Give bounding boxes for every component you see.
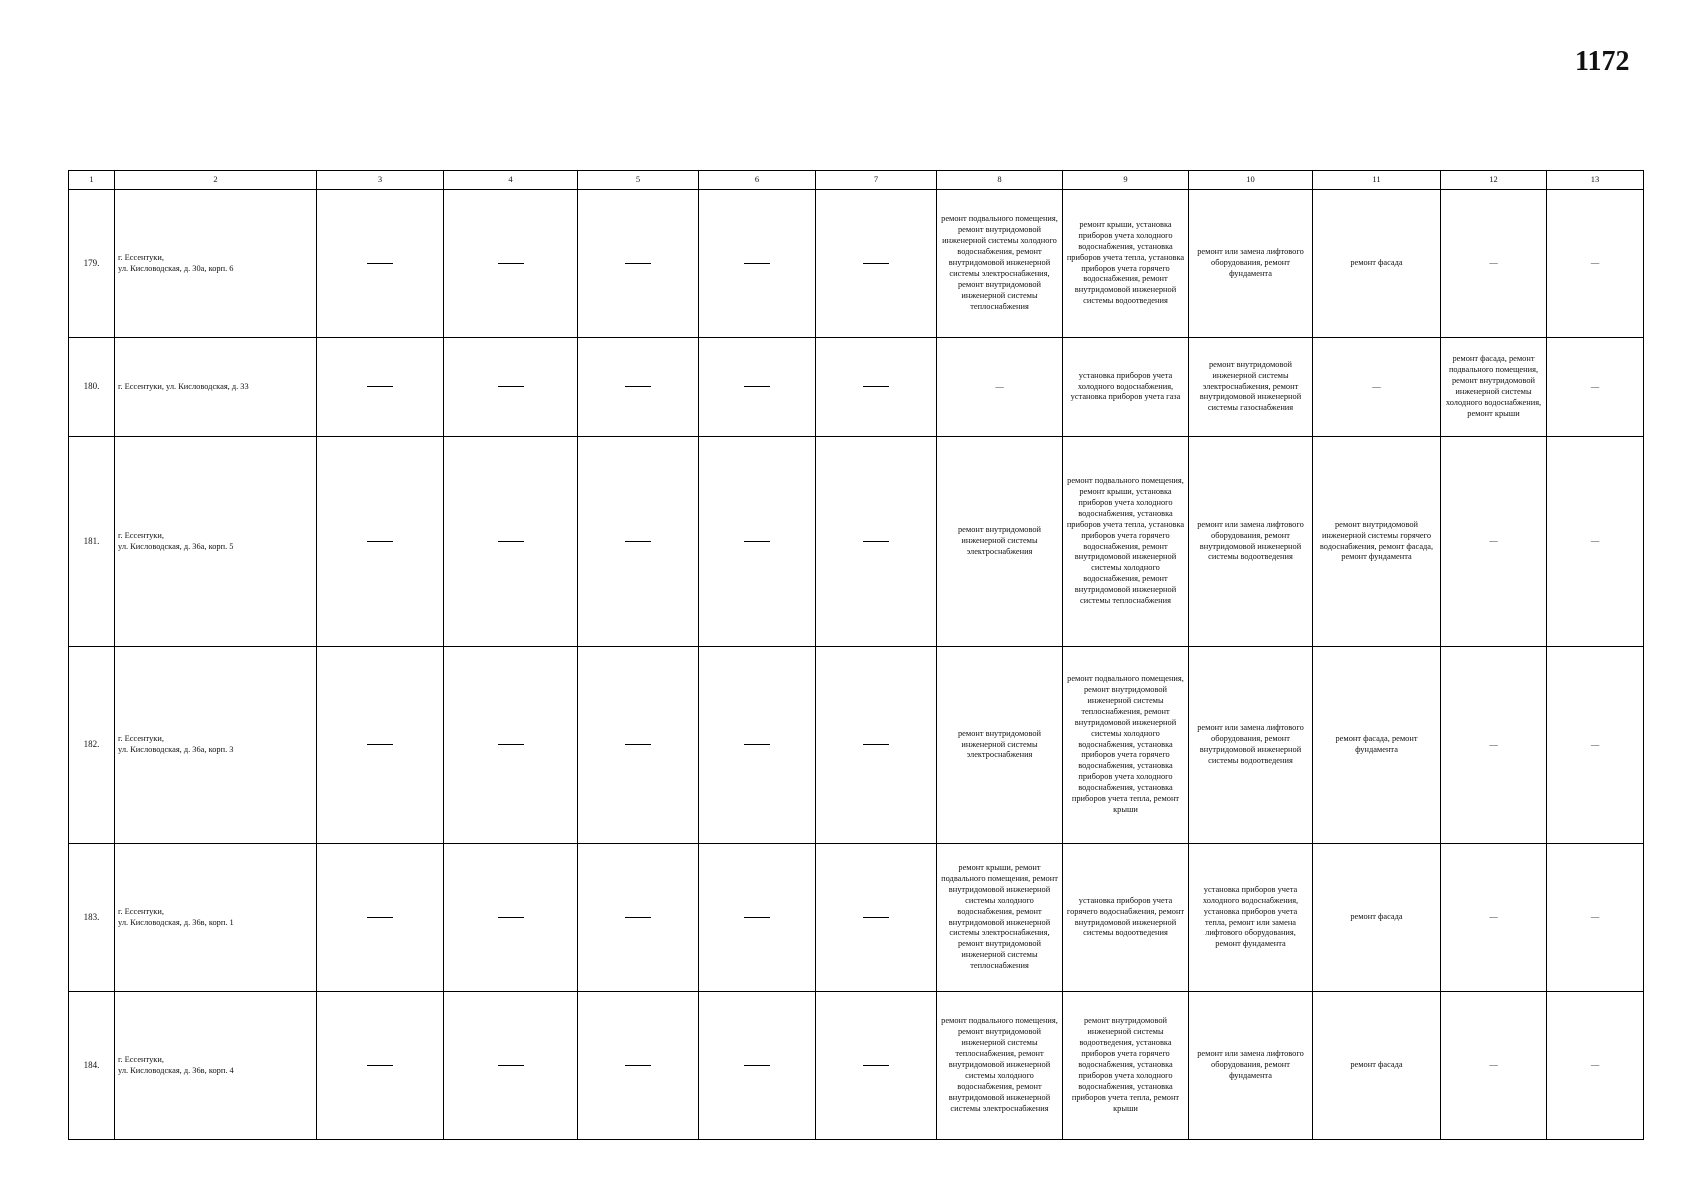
works-cell: ремонт фасада — [1313, 844, 1441, 992]
empty-cell — [699, 844, 816, 992]
table-row — [69, 647, 1644, 844]
column-header: 4 — [444, 171, 578, 190]
dash-mark — [744, 386, 770, 387]
works-cell: ремонт подвального помещения, ремонт внутридомовой инженерной системы теплоснабжения, ремонт внутридомовой инженерной системы холодного водоснабжения, ремонт внутридомовой инженерной системы электроснабжения — [937, 992, 1063, 1140]
empty-cell — [444, 190, 578, 338]
dash-mark — [863, 263, 889, 264]
empty-cell — [578, 844, 699, 992]
works-cell: ремонт внутридомовой инженерной системы электроснабжения — [937, 647, 1063, 844]
works-cell: — — [1547, 190, 1644, 338]
works-cell: — — [1547, 844, 1644, 992]
column-header: 12 — [1441, 171, 1547, 190]
works-cell: установка приборов учета холодного водоснабжения, установка приборов учета газа — [1063, 338, 1189, 437]
works-cell: — — [1547, 647, 1644, 844]
column-header: 13 — [1547, 171, 1644, 190]
column-header: 2 — [115, 171, 317, 190]
works-cell: ремонт подвального помещения, ремонт внутридомовой инженерной системы холодного водоснабжения, ремонт внутридомовой инженерной системы электроснабжения, ремонт внутридомовой инженерной системы теплоснабжения — [937, 190, 1063, 338]
address-cell — [115, 844, 317, 992]
empty-cell — [317, 992, 444, 1140]
dash-mark — [498, 541, 524, 542]
address-line: г. Ессентуки, — [118, 530, 164, 540]
page-number: 1172 — [1575, 46, 1630, 77]
column-header: 6 — [699, 171, 816, 190]
dash-mark — [367, 744, 393, 745]
empty-cell — [578, 992, 699, 1140]
dash-mark — [498, 1065, 524, 1066]
table-row — [69, 338, 1644, 437]
dash-mark — [744, 744, 770, 745]
works-cell: — — [1547, 437, 1644, 647]
address-line: ул. Кисловодская, д. 36а, корп. 3 — [118, 745, 234, 754]
address-line: ул. Кисловодская, д. 36а, корп. 5 — [118, 541, 234, 551]
dash-mark — [625, 744, 651, 745]
dash-mark — [625, 917, 651, 918]
dash-mark — [744, 917, 770, 918]
empty-cell — [444, 844, 578, 992]
works-cell: ремонт крыши, установка приборов учета холодного водоснабжения, установка приборов учета тепла, установка приборов учета горячего водоснабжения, ремонт внутридомовой инженерной системы водоотведения — [1063, 190, 1189, 338]
address-line: г. Ессентуки, — [118, 1054, 164, 1064]
works-cell: — — [1313, 338, 1441, 437]
address-line: ул. Кисловодская, д. 36в, корп. 1 — [118, 917, 234, 927]
table-row — [69, 992, 1644, 1140]
empty-cell — [578, 190, 699, 338]
column-header: 1 — [69, 171, 115, 190]
column-header: 9 — [1063, 171, 1189, 190]
address-line: г. Ессентуки, ул. Кисловодская, д. 33 — [118, 381, 249, 391]
dash-mark — [498, 263, 524, 264]
empty-cell — [816, 844, 937, 992]
empty-cell — [816, 437, 937, 647]
row-number: 182. — [69, 647, 115, 844]
works-cell: — — [1441, 190, 1547, 338]
dash-mark — [367, 386, 393, 387]
column-number-header-row — [69, 171, 1644, 190]
empty-cell — [699, 437, 816, 647]
works-cell: ремонт или замена лифтового оборудования, ремонт внутридомовой инженерной системы водоотведения — [1189, 647, 1313, 844]
column-header: 8 — [937, 171, 1063, 190]
works-cell: ремонт или замена лифтового оборудования, ремонт внутридомовой инженерной системы водоотведения — [1189, 437, 1313, 647]
works-cell: ремонт внутридомовой инженерной системы электроснабжения, ремонт внутридомовой инженерной системы газоснабжения — [1189, 338, 1313, 437]
row-number: 179. — [69, 190, 115, 338]
dash-mark — [863, 541, 889, 542]
address-line: г. Ессентуки, — [118, 734, 164, 744]
dash-mark — [498, 917, 524, 918]
empty-cell — [317, 437, 444, 647]
empty-cell — [317, 190, 444, 338]
empty-cell — [444, 437, 578, 647]
empty-cell — [317, 844, 444, 992]
dash-mark — [863, 917, 889, 918]
empty-cell — [699, 190, 816, 338]
empty-cell — [699, 992, 816, 1140]
row-number: 181. — [69, 437, 115, 647]
dash-mark — [744, 1065, 770, 1066]
address-cell — [115, 647, 317, 844]
empty-cell — [578, 437, 699, 647]
empty-cell — [816, 992, 937, 1140]
empty-cell — [816, 647, 937, 844]
column-header: 5 — [578, 171, 699, 190]
address-line: г. Ессентуки, — [118, 906, 164, 916]
dash-mark — [367, 917, 393, 918]
works-cell: ремонт подвального помещения, ремонт внутридомовой инженерной системы теплоснабжения, ремонт внутридомовой инженерной системы холодного водоснабжения, установка приборов учета горячего водоснабжения, установка приборов учета холодного водоснабжения, установка приборов учета тепла, ремонт крыши — [1063, 647, 1189, 844]
works-cell: — — [1441, 992, 1547, 1140]
works-cell: ремонт крыши, ремонт подвального помещения, ремонт внутридомовой инженерной системы холодного водоснабжения, ремонт внутридомовой инженерной системы электроснабжения, ремонт внутридомовой инженерной системы теплоснабжения — [937, 844, 1063, 992]
works-cell: ремонт фасада — [1313, 190, 1441, 338]
works-cell: ремонт фасада, ремонт фундамента — [1313, 647, 1441, 844]
dash-mark — [625, 263, 651, 264]
dash-mark — [625, 1065, 651, 1066]
empty-cell — [578, 338, 699, 437]
dash-mark — [498, 386, 524, 387]
row-number: 183. — [69, 844, 115, 992]
empty-cell — [444, 992, 578, 1140]
address-cell — [115, 338, 317, 437]
works-cell: установка приборов учета горячего водоснабжения, ремонт внутридомовой инженерной системы водоотведения — [1063, 844, 1189, 992]
row-number: 184. — [69, 992, 115, 1140]
dash-mark — [863, 386, 889, 387]
empty-cell — [699, 338, 816, 437]
empty-cell — [816, 190, 937, 338]
works-cell: ремонт подвального помещения, ремонт крыши, установка приборов учета холодного водоснабжения, установка приборов учета тепла, установка приборов учета горячего водоснабжения, ремонт внутридомовой инженерной системы холодного водоснабжения, ремонт внутридомовой инженерной системы теплоснабжения — [1063, 437, 1189, 647]
dash-mark — [744, 541, 770, 542]
column-header: 11 — [1313, 171, 1441, 190]
works-cell: ремонт или замена лифтового оборудования, ремонт фундамента — [1189, 992, 1313, 1140]
works-cell: — — [1547, 992, 1644, 1140]
table-row — [69, 844, 1644, 992]
column-header: 3 — [317, 171, 444, 190]
empty-cell — [317, 338, 444, 437]
empty-cell — [699, 647, 816, 844]
table-row — [69, 190, 1644, 338]
empty-cell — [578, 647, 699, 844]
works-cell: ремонт внутридомовой инженерной системы водоотведения, установка приборов учета горячего водоснабжения, установка приборов учета холодного водоснабжения, установка приборов учета тепла, ремонт крыши — [1063, 992, 1189, 1140]
dash-mark — [367, 1065, 393, 1066]
empty-cell — [317, 647, 444, 844]
dash-mark — [744, 263, 770, 264]
works-cell: ремонт внутридомовой инженерной системы горячего водоснабжения, ремонт фасада, ремонт фундамента — [1313, 437, 1441, 647]
column-header: 7 — [816, 171, 937, 190]
address-line: ул. Кисловодская, д. 30а, корп. 6 — [118, 263, 234, 273]
empty-cell — [444, 338, 578, 437]
dash-mark — [367, 541, 393, 542]
works-cell: — — [937, 338, 1063, 437]
address-cell — [115, 190, 317, 338]
dash-mark — [498, 744, 524, 745]
address-line: г. Ессентуки, — [118, 252, 164, 262]
dash-mark — [863, 744, 889, 745]
works-cell: — — [1441, 844, 1547, 992]
dash-mark — [625, 386, 651, 387]
empty-cell — [444, 647, 578, 844]
row-number: 180. — [69, 338, 115, 437]
repair-schedule-table — [68, 170, 1644, 1140]
address-cell — [115, 992, 317, 1140]
column-header: 10 — [1189, 171, 1313, 190]
works-cell: — — [1547, 338, 1644, 437]
address-cell — [115, 437, 317, 647]
works-cell: ремонт или замена лифтового оборудования, ремонт фундамента — [1189, 190, 1313, 338]
dash-mark — [625, 541, 651, 542]
works-cell: ремонт фасада — [1313, 992, 1441, 1140]
address-line: ул. Кисловодская, д. 36в, корп. 4 — [118, 1065, 234, 1075]
dash-mark — [367, 263, 393, 264]
table-row — [69, 437, 1644, 647]
works-cell: ремонт внутридомовой инженерной системы электроснабжения — [937, 437, 1063, 647]
works-cell: — — [1441, 437, 1547, 647]
dash-mark — [863, 1065, 889, 1066]
works-cell: установка приборов учета холодного водоснабжения, установка приборов учета тепла, ремонт или замена лифтового оборудования, ремонт фундамента — [1189, 844, 1313, 992]
works-cell: — — [1441, 647, 1547, 844]
works-cell: ремонт фасада, ремонт подвального помещения, ремонт внутридомовой инженерной системы холодного водоснабжения, ремонт крыши — [1441, 338, 1547, 437]
empty-cell — [816, 338, 937, 437]
